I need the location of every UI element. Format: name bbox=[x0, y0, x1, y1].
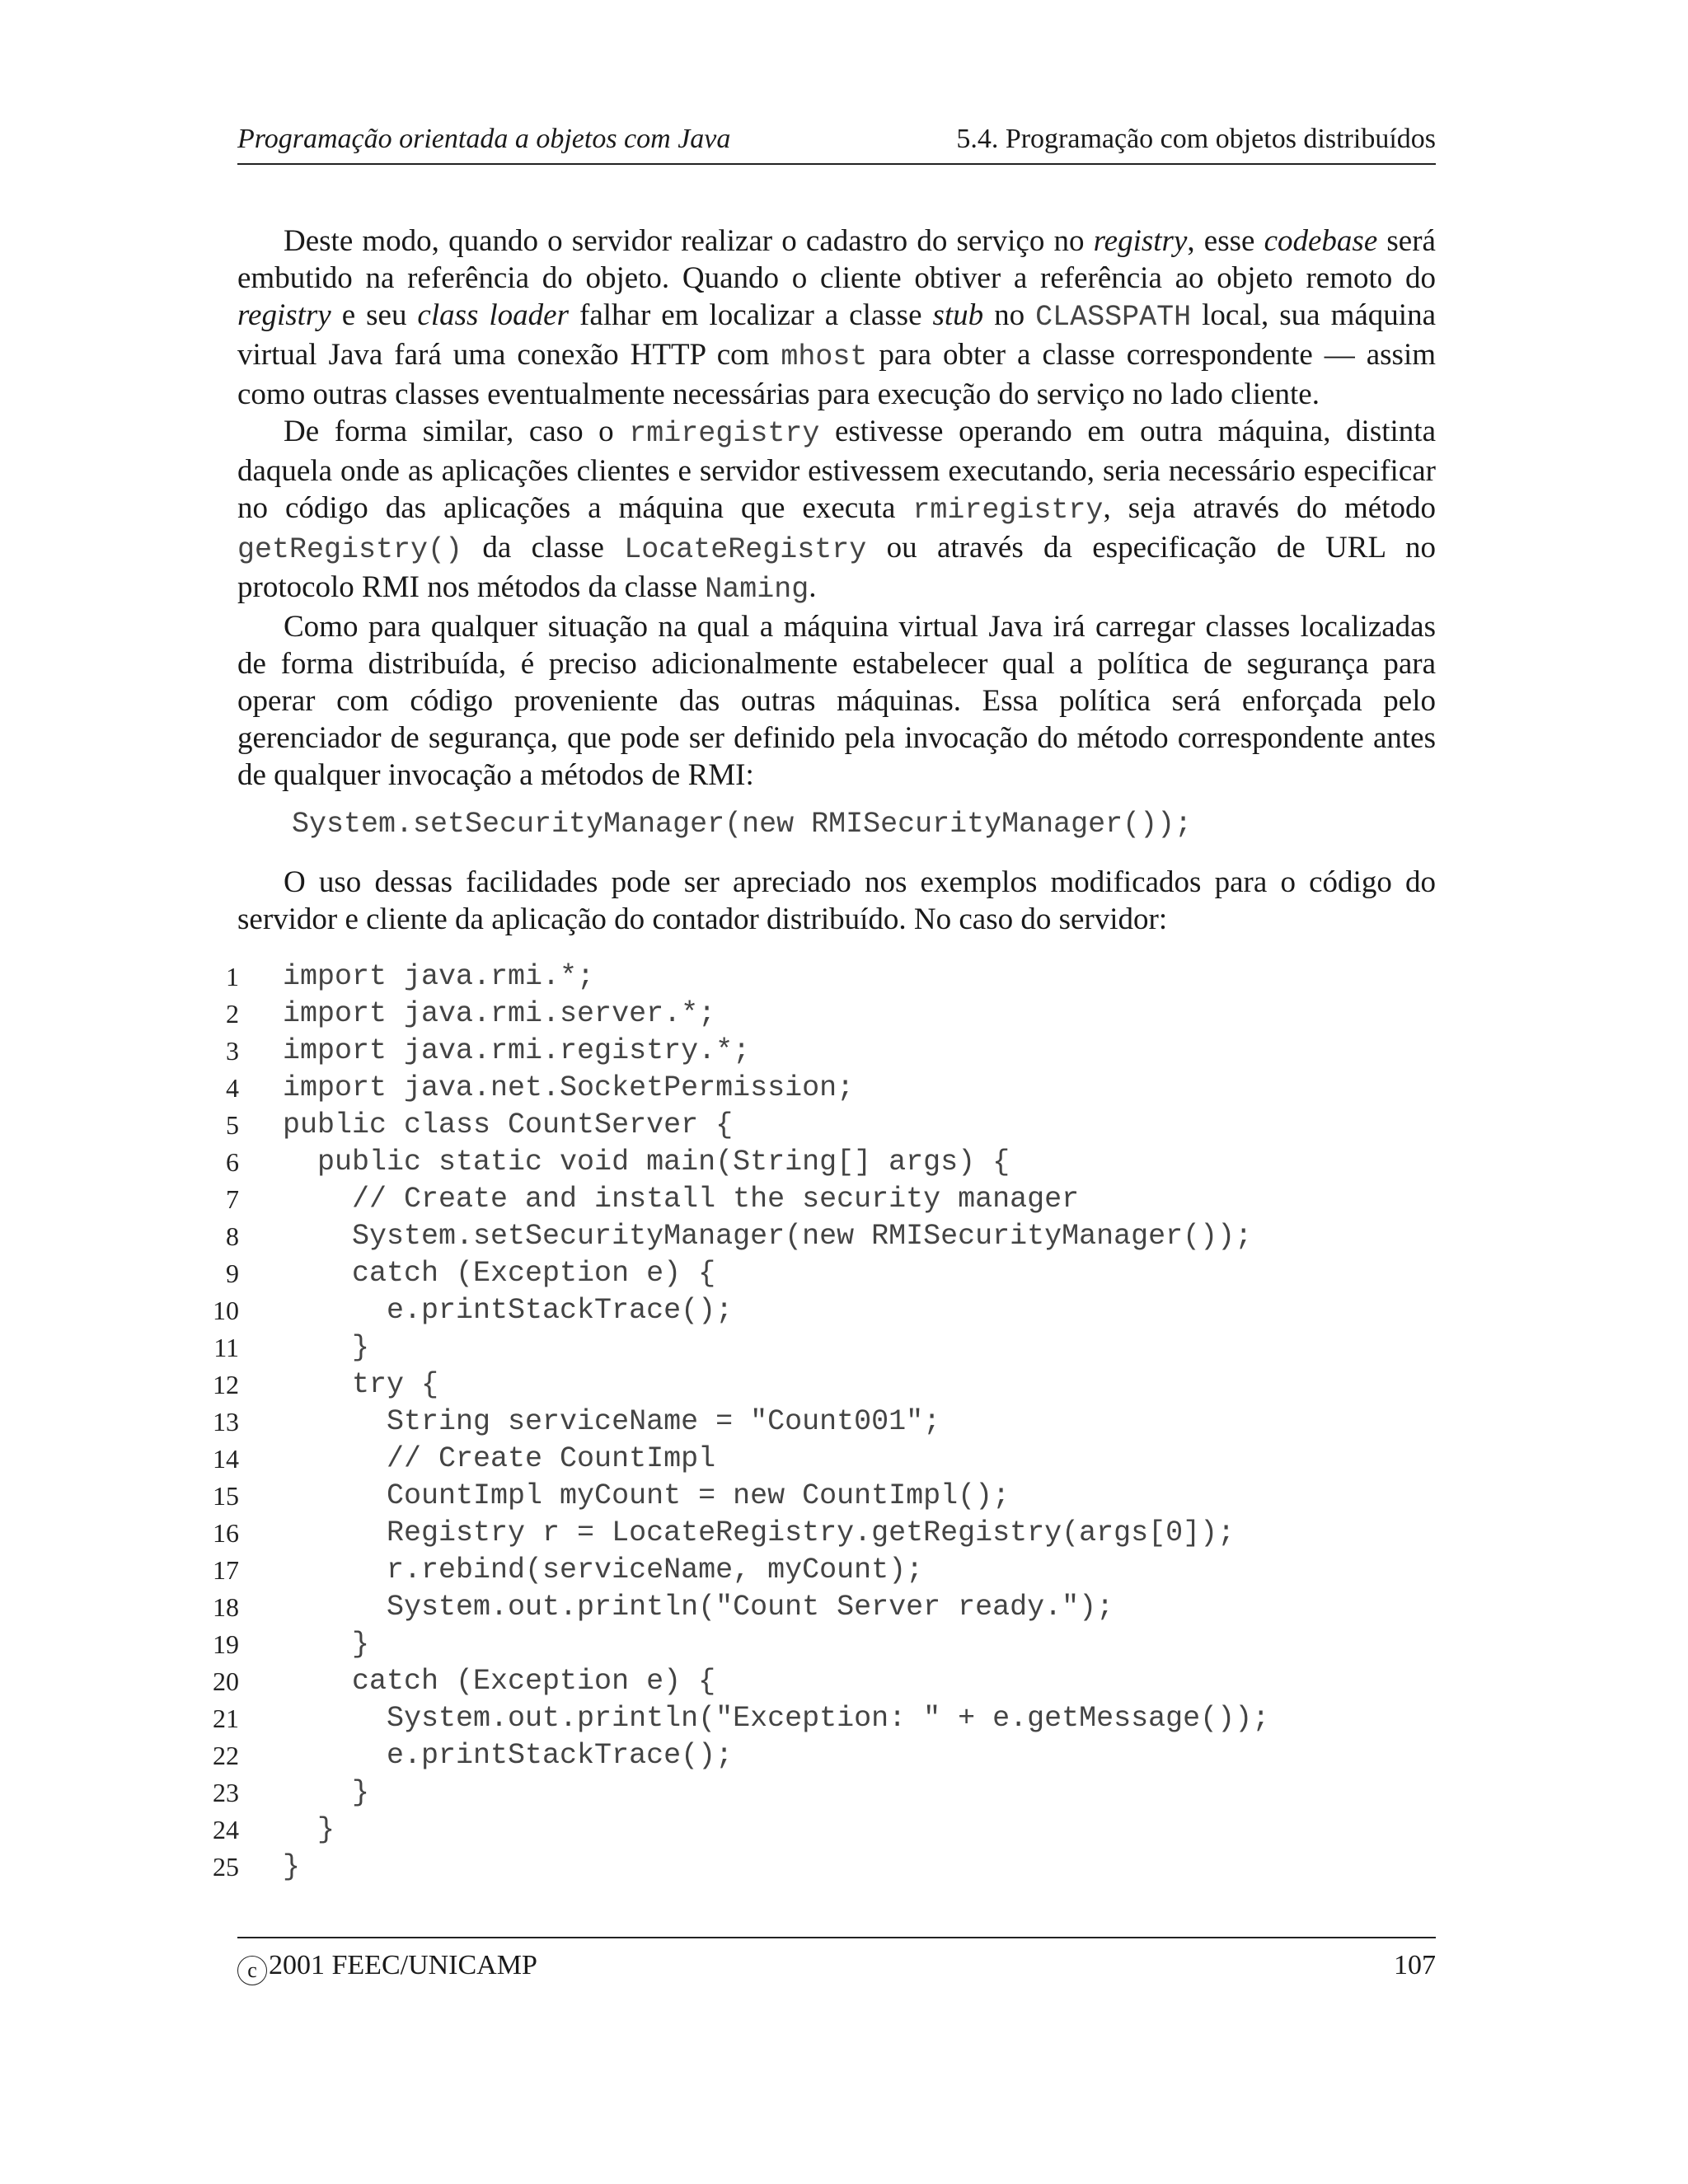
code-line bbox=[206, 996, 1442, 1033]
inline-code: CLASSPATH bbox=[1035, 301, 1192, 334]
code-text: e.printStackTrace(); bbox=[283, 1739, 734, 1772]
code-line bbox=[206, 1255, 1442, 1292]
header-section-title: 5.4. Programação com objetos distribuídos bbox=[956, 124, 1436, 154]
code-line bbox=[206, 1181, 1442, 1218]
line-number: 16 bbox=[213, 1518, 239, 1548]
code-line bbox=[206, 958, 1442, 996]
code-line bbox=[206, 1441, 1442, 1478]
line-number: 17 bbox=[213, 1555, 239, 1585]
footer-copyright: c 2001 FEEC/UNICAMP bbox=[237, 1950, 537, 1985]
line-number: 5 bbox=[226, 1110, 239, 1140]
inline-code: Naming bbox=[705, 573, 809, 606]
running-footer bbox=[237, 1937, 1436, 1982]
code-line bbox=[206, 1589, 1442, 1626]
code-text: public static void main(String[] args) { bbox=[283, 1146, 1010, 1179]
code-text: CountImpl myCount = new CountImpl(); bbox=[283, 1479, 1010, 1512]
running-header bbox=[237, 124, 1436, 165]
code-text: System.out.println("Exception: " + e.getMessage()); bbox=[283, 1702, 1270, 1735]
code-text: import java.rmi.*; bbox=[283, 960, 595, 993]
paragraph-1: Deste modo, quando o servidor realizar o cadastro do serviço no registry, esse codebase será embutido na referência do objeto. Quando o cliente obtiver a referência ao objeto remoto do registry e seu class loader falhar em localizar a classe stub no CLASSPATH local, sua máquina virtual Java fará uma conexão HTTP com mhost para obter a classe correspondente — assim como outras classes eventualmente necessárias para execução do serviço no lado cliente. bbox=[237, 224, 1436, 411]
paragraph-3: Como para qualquer situação na qual a máquina virtual Java irá carregar classes localizadas de forma distribuída, é preciso adicionalmente estabelecer qual a política de segurança para operar com código proveniente das outras máquinas. Essa política será enforçada pelo gerenciador de segurança, que pode ser definido pela invocação do método correspondente antes de qualquer invocação a métodos de RMI: bbox=[237, 610, 1436, 792]
line-number: 18 bbox=[213, 1592, 239, 1622]
code-text: Registry r = LocateRegistry.getRegistry(args[0]); bbox=[283, 1516, 1236, 1549]
code-line bbox=[206, 1811, 1442, 1849]
code-text: // Create CountImpl bbox=[283, 1442, 716, 1475]
code-text: } bbox=[283, 1331, 370, 1364]
paragraph-4: O uso dessas facilidades pode ser apreciado nos exemplos modificados para o código do servidor e cliente da aplicação do contador distribuído. No caso do servidor: bbox=[237, 865, 1436, 936]
line-number: 23 bbox=[213, 1778, 239, 1807]
line-number: 14 bbox=[213, 1444, 239, 1474]
code-text: r.rebind(serviceName, myCount); bbox=[283, 1554, 924, 1586]
line-number: 3 bbox=[226, 1036, 239, 1066]
line-number: 15 bbox=[213, 1481, 239, 1511]
inline-code: LocateRegistry bbox=[624, 533, 867, 566]
code-line bbox=[206, 1033, 1442, 1070]
code-text: import java.rmi.registry.*; bbox=[283, 1034, 751, 1067]
inline-code: rmiregistry bbox=[629, 417, 820, 450]
inline-code: getRegistry() bbox=[237, 533, 463, 566]
code-line bbox=[206, 1626, 1442, 1663]
line-number: 1 bbox=[226, 962, 239, 991]
line-number: 11 bbox=[213, 1333, 239, 1362]
code-line bbox=[206, 1849, 1442, 1886]
body-text bbox=[237, 223, 1436, 794]
line-number: 13 bbox=[213, 1407, 239, 1436]
code-line bbox=[206, 1144, 1442, 1181]
code-line bbox=[206, 1737, 1442, 1774]
line-number: 10 bbox=[213, 1296, 239, 1325]
code-line bbox=[206, 1292, 1442, 1329]
line-number: 8 bbox=[226, 1221, 239, 1251]
code-line bbox=[206, 1107, 1442, 1144]
code-text: catch (Exception e) { bbox=[283, 1257, 716, 1290]
inline-code: rmiregistry bbox=[912, 494, 1104, 527]
code-line bbox=[206, 1070, 1442, 1107]
code-text: try { bbox=[283, 1368, 439, 1401]
code-text: } bbox=[283, 1776, 370, 1809]
code-text: import java.net.SocketPermission; bbox=[283, 1071, 855, 1104]
code-line bbox=[206, 1366, 1442, 1404]
code-text: // Create and install the security manager bbox=[283, 1183, 1080, 1216]
code-line bbox=[206, 1515, 1442, 1552]
code-text: System.setSecurityManager(new RMISecurityManager()); bbox=[283, 1220, 1253, 1253]
line-number: 24 bbox=[213, 1815, 239, 1844]
inline-code: mhost bbox=[781, 340, 868, 373]
line-number: 4 bbox=[226, 1073, 239, 1103]
code-snippet: System.setSecurityManager(new RMISecurityManager()); bbox=[292, 808, 1193, 841]
page-number: 107 bbox=[1394, 1950, 1436, 1980]
header-book-title: Programação orientada a objetos com Java bbox=[237, 124, 731, 154]
code-text: } bbox=[283, 1850, 301, 1883]
code-text: String serviceName = "Count001"; bbox=[283, 1405, 941, 1438]
code-text: e.printStackTrace(); bbox=[283, 1294, 734, 1327]
code-text: import java.rmi.server.*; bbox=[283, 997, 716, 1030]
code-text: public class CountServer { bbox=[283, 1108, 734, 1141]
code-line bbox=[206, 1218, 1442, 1255]
body-text-continued bbox=[237, 864, 1436, 938]
paragraph-2: De forma similar, caso o rmiregistry estivesse operando em outra máquina, distinta daquela onde as aplicações clientes e servidor estivessem executando, seria necessário especificar no código das aplicações a máquina que executa rmiregistry, seja através do método getRegistry() da classe LocateRegistry ou através da especificação de URL no protocolo RMI nos métodos da classe Naming. bbox=[237, 415, 1436, 606]
line-number: 6 bbox=[226, 1147, 239, 1177]
code-line bbox=[206, 1404, 1442, 1441]
line-number: 12 bbox=[213, 1370, 239, 1399]
line-number: 7 bbox=[226, 1184, 239, 1214]
line-number: 21 bbox=[213, 1704, 239, 1733]
copyright-icon: c bbox=[237, 1956, 267, 1985]
code-line bbox=[206, 1478, 1442, 1515]
code-line bbox=[206, 1329, 1442, 1366]
code-listing bbox=[206, 958, 1442, 1886]
line-number: 20 bbox=[213, 1666, 239, 1696]
line-number: 2 bbox=[226, 999, 239, 1029]
code-text: } bbox=[283, 1628, 370, 1661]
line-number: 19 bbox=[213, 1629, 239, 1659]
line-number: 22 bbox=[213, 1741, 239, 1770]
code-line bbox=[206, 1663, 1442, 1700]
line-number: 25 bbox=[213, 1852, 239, 1882]
code-text: } bbox=[283, 1813, 335, 1846]
code-text: catch (Exception e) { bbox=[283, 1665, 716, 1698]
code-text: System.out.println("Count Server ready."); bbox=[283, 1591, 1114, 1624]
code-line bbox=[206, 1774, 1442, 1811]
code-line bbox=[206, 1552, 1442, 1589]
line-number: 9 bbox=[226, 1258, 239, 1288]
code-line bbox=[206, 1700, 1442, 1737]
